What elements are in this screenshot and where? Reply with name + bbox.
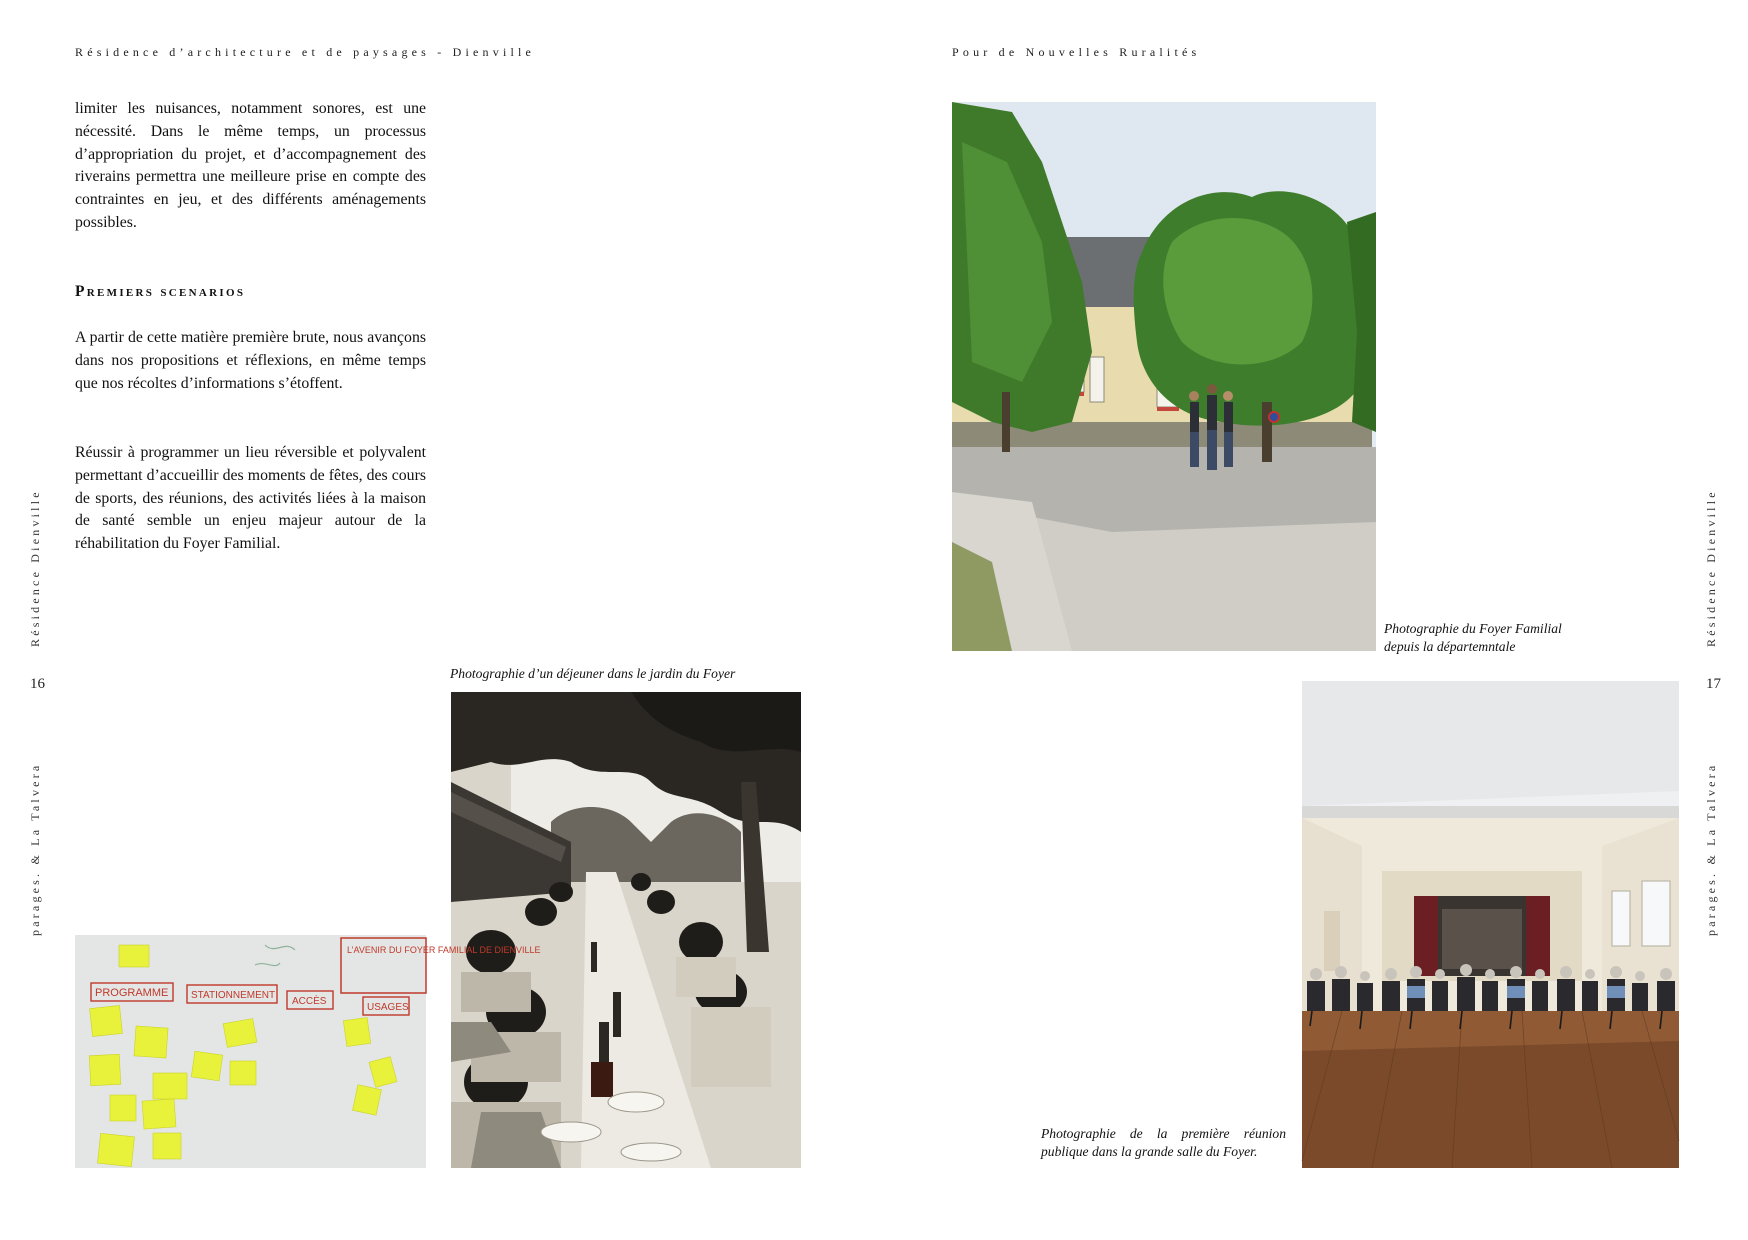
foyer-exterior-photo — [952, 102, 1376, 651]
page-number-right: 17 — [1706, 676, 1721, 692]
body-paragraph-3: Réussir à programmer un lieu réversible et polyvalent permettant d’accueillir des moments de fêtes, des cours de sports, des réunions, des activités liées à la maison de santé semble un enjeu majeur autour de la réhabilitation du Foyer Familial. — [75, 444, 426, 553]
whiteboard-label-acces: ACCÈS — [292, 996, 327, 1007]
whiteboard-label-stationnement: STATIONNEMENT — [191, 990, 276, 1001]
side-label-right-bottom: parages. & La Talvera — [1704, 762, 1718, 936]
whiteboard-title: L’AVENIR DU FOYER FAMILIAL DE DIENVILLE — [347, 945, 541, 955]
section-heading: Premiers scenarios — [75, 283, 246, 300]
meeting-hall-photo — [1302, 681, 1679, 1168]
side-label-right-top: Résidence Dienville — [1704, 489, 1718, 647]
running-head-right: Pour de Nouvelles Ruralités — [952, 45, 1201, 59]
side-label-left-bottom: parages. & La Talvera — [28, 762, 42, 936]
body-paragraph-1: limiter les nuisances, notamment sonores, est une nécessité. Dans le même temps, un processus d’appropriation du projet, et d’accompagnement des riverains permettra une meilleure prise en compte des contraintes en jeu, et des différents aménagements possibles. — [75, 100, 426, 231]
running-head-left: Résidence d’architecture et de paysages - Dienville — [75, 45, 536, 59]
page-number-left: 16 — [30, 676, 45, 692]
side-label-left-top: Résidence Dienville — [28, 489, 42, 647]
caption-meeting-photo: Photographie de la première réunion publique dans la grande salle du Foyer. — [1041, 1126, 1286, 1159]
body-paragraph-2: A partir de cette matière première brute, nous avançons dans nos propositions et réflexions, en même temps que nos récoltes d’informations s’étoffent. — [75, 329, 426, 392]
caption-lunch-photo: Photographie d’un déjeuner dans le jardin du Foyer — [450, 666, 736, 681]
garden-lunch-photo — [451, 692, 801, 1168]
caption-foyer-photo: Photographie du Foyer Familial depuis la départemntale — [1384, 621, 1562, 654]
whiteboard-label-programme: PROGRAMME — [95, 987, 169, 999]
whiteboard-label-usages: USAGES — [367, 1002, 409, 1013]
whiteboard-photo — [75, 935, 541, 1168]
